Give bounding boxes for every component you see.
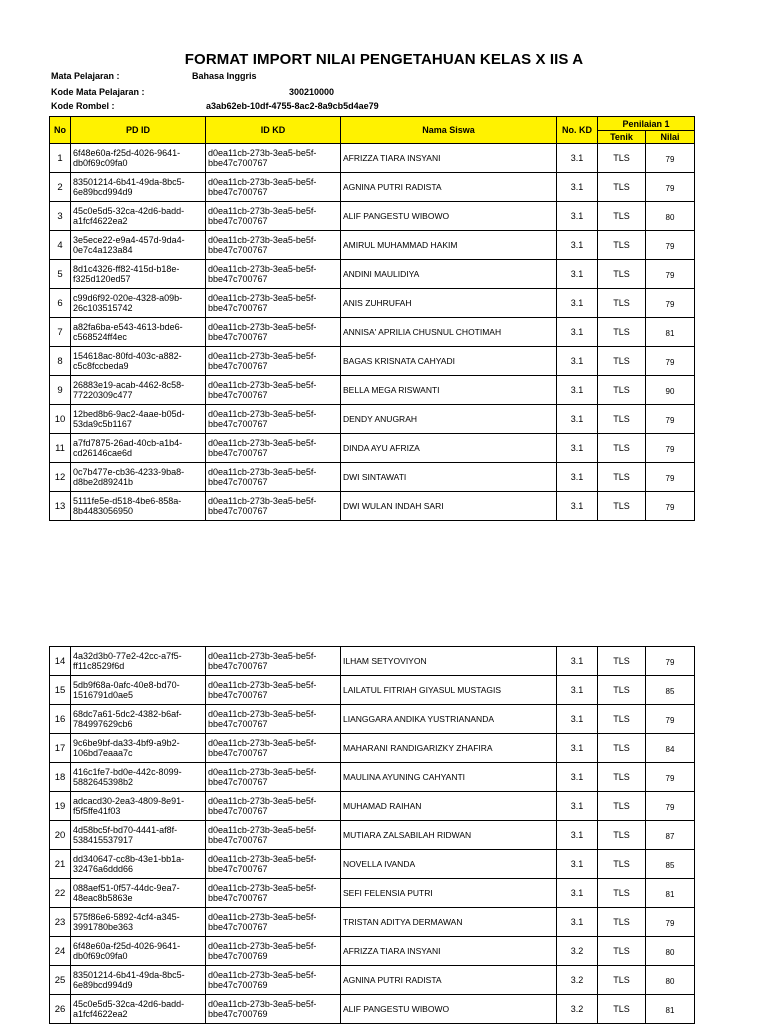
row-no: 19 [50,792,71,821]
row-id-kd: d0ea11cb-273b-3ea5-be5f- bbe47c700767 [206,173,341,202]
row-nama-siswa: LAILATUL FITRIAH GIYASUL MUSTAGIS [341,676,557,705]
row-id-kd: d0ea11cb-273b-3ea5-be5f- bbe47c700769 [206,966,341,995]
table-row [50,821,695,850]
row-nilai: 79 [646,260,695,289]
row-teknik: TLS [598,705,646,734]
row-no-kd: 3.1 [557,347,598,376]
row-no-kd: 3.1 [557,492,598,521]
table-row [50,231,695,260]
row-nilai: 79 [646,434,695,463]
row-no-kd: 3.1 [557,405,598,434]
row-teknik: TLS [598,995,646,1024]
row-pd-id: 416c1fe7-bd0e-442c-8099- 5882645398b2 [71,763,206,792]
row-nilai: 81 [646,995,695,1024]
row-pd-id: 5db9f68a-0afc-40e8-bd70- 1516791d0ae5 [71,676,206,705]
row-nilai: 79 [646,463,695,492]
row-pd-id: 4a32d3b0-77e2-42cc-a7f5- ff11c8529f6d [71,647,206,676]
row-no-kd: 3.1 [557,850,598,879]
row-id-kd: d0ea11cb-273b-3ea5-be5f- bbe47c700767 [206,202,341,231]
row-no-kd: 3.1 [557,879,598,908]
row-no-kd: 3.1 [557,763,598,792]
row-no: 6 [50,289,71,318]
row-nama-siswa: ILHAM SETYOVIYON [341,647,557,676]
row-nama-siswa: BELLA MEGA RISWANTI [341,376,557,405]
row-nilai: 79 [646,763,695,792]
table-row [50,492,695,521]
grades-table-page1 [49,116,695,521]
table-row [50,289,695,318]
row-id-kd: d0ea11cb-273b-3ea5-be5f- bbe47c700767 [206,763,341,792]
row-nilai: 79 [646,173,695,202]
header-penilaian: Penilaian 1 [598,117,695,131]
row-no-kd: 3.1 [557,463,598,492]
mata-pelajaran-label: Mata Pelajaran : [51,71,120,81]
row-nama-siswa: BAGAS KRISNATA CAHYADI [341,347,557,376]
row-nama-siswa: TRISTAN ADITYA DERMAWAN [341,908,557,937]
table-row [50,763,695,792]
table-row [50,376,695,405]
row-no: 17 [50,734,71,763]
row-nilai: 81 [646,318,695,347]
row-nilai: 85 [646,676,695,705]
header-nama-siswa: Nama Siswa [341,117,557,144]
row-no: 20 [50,821,71,850]
row-nama-siswa: ANIS ZUHRUFAH [341,289,557,318]
row-no: 4 [50,231,71,260]
table-row [50,318,695,347]
row-teknik: TLS [598,318,646,347]
row-pd-id: 9c6be9bf-da33-4bf9-a9b2- 106bd7eaaa7c [71,734,206,763]
row-no: 14 [50,647,71,676]
row-teknik: TLS [598,347,646,376]
row-nama-siswa: MAULINA AYUNING CAHYANTI [341,763,557,792]
row-pd-id: 6f48e60a-f25d-4026-9641- db0f69c09fa0 [71,937,206,966]
row-nama-siswa: DINDA AYU AFRIZA [341,434,557,463]
row-no-kd: 3.1 [557,647,598,676]
row-nama-siswa: ALIF PANGESTU WIBOWO [341,202,557,231]
row-nilai: 79 [646,144,695,173]
row-pd-id: 575f86e6-5892-4cf4-a345- 3991780be363 [71,908,206,937]
row-nilai: 85 [646,850,695,879]
header-nilai: Nilai [646,131,695,144]
row-no: 16 [50,705,71,734]
row-teknik: TLS [598,879,646,908]
row-pd-id: dd340647-cc8b-43e1-bb1a- 32476a6ddd66 [71,850,206,879]
row-no-kd: 3.1 [557,734,598,763]
row-teknik: TLS [598,850,646,879]
header-no: No [50,117,71,144]
row-id-kd: d0ea11cb-273b-3ea5-be5f- bbe47c700767 [206,734,341,763]
row-no-kd: 3.1 [557,376,598,405]
row-nama-siswa: NOVELLA IVANDA [341,850,557,879]
table-row [50,734,695,763]
row-teknik: TLS [598,434,646,463]
row-no-kd: 3.2 [557,966,598,995]
table-row [50,792,695,821]
row-nilai: 80 [646,937,695,966]
row-teknik: TLS [598,289,646,318]
row-id-kd: d0ea11cb-273b-3ea5-be5f- bbe47c700767 [206,144,341,173]
row-id-kd: d0ea11cb-273b-3ea5-be5f- bbe47c700769 [206,995,341,1024]
row-no: 3 [50,202,71,231]
row-nama-siswa: AMIRUL MUHAMMAD HAKIM [341,231,557,260]
table-row [50,705,695,734]
row-nama-siswa: ALIF PANGESTU WIBOWO [341,995,557,1024]
row-no-kd: 3.1 [557,173,598,202]
row-pd-id: 5111fe5e-d518-4be6-858a- 8b4483056950 [71,492,206,521]
row-teknik: TLS [598,144,646,173]
row-teknik: TLS [598,734,646,763]
row-pd-id: 3e5ece22-e9a4-457d-9da4- 0e7c4a123a84 [71,231,206,260]
row-nilai: 79 [646,347,695,376]
row-no: 9 [50,376,71,405]
table-row [50,937,695,966]
grades-table-page2 [49,646,695,1024]
row-nilai: 79 [646,705,695,734]
row-nilai: 87 [646,821,695,850]
table-row [50,260,695,289]
row-id-kd: d0ea11cb-273b-3ea5-be5f- bbe47c700767 [206,405,341,434]
row-id-kd: d0ea11cb-273b-3ea5-be5f- bbe47c700767 [206,821,341,850]
row-pd-id: 83501214-6b41-49da-8bc5- 6e89bcd994d9 [71,966,206,995]
row-id-kd: d0ea11cb-273b-3ea5-be5f- bbe47c700767 [206,463,341,492]
row-no: 24 [50,937,71,966]
row-nama-siswa: AFRIZZA TIARA INSYANI [341,144,557,173]
row-no: 8 [50,347,71,376]
row-no-kd: 3.1 [557,705,598,734]
row-id-kd: d0ea11cb-273b-3ea5-be5f- bbe47c700767 [206,231,341,260]
row-no: 15 [50,676,71,705]
row-teknik: TLS [598,966,646,995]
row-no-kd: 3.1 [557,792,598,821]
row-nama-siswa: AGNINA PUTRI RADISTA [341,966,557,995]
row-teknik: TLS [598,908,646,937]
row-no-kd: 3.1 [557,289,598,318]
row-teknik: TLS [598,463,646,492]
row-teknik: TLS [598,792,646,821]
row-no-kd: 3.1 [557,231,598,260]
row-no-kd: 3.1 [557,144,598,173]
table-row [50,173,695,202]
row-id-kd: d0ea11cb-273b-3ea5-be5f- bbe47c700767 [206,676,341,705]
row-teknik: TLS [598,492,646,521]
row-no: 11 [50,434,71,463]
row-teknik: TLS [598,676,646,705]
table-row [50,676,695,705]
kode-rombel-label: Kode Rombel : [51,101,115,111]
row-id-kd: d0ea11cb-273b-3ea5-be5f- bbe47c700767 [206,318,341,347]
row-nama-siswa: AGNINA PUTRI RADISTA [341,173,557,202]
row-no: 18 [50,763,71,792]
row-nama-siswa: LIANGGARA ANDIKA YUSTRIANANDA [341,705,557,734]
row-pd-id: c99d6f92-020e-4328-a09b- 26c103515742 [71,289,206,318]
row-no-kd: 3.2 [557,995,598,1024]
row-no-kd: 3.1 [557,908,598,937]
row-id-kd: d0ea11cb-273b-3ea5-be5f- bbe47c700767 [206,705,341,734]
row-nilai: 80 [646,202,695,231]
row-nilai: 81 [646,879,695,908]
row-no-kd: 3.1 [557,676,598,705]
row-nilai: 79 [646,908,695,937]
row-nilai: 79 [646,792,695,821]
table-row [50,463,695,492]
row-pd-id: 83501214-6b41-49da-8bc5- 6e89bcd994d9 [71,173,206,202]
row-nama-siswa: ANDINI MAULIDIYA [341,260,557,289]
row-id-kd: d0ea11cb-273b-3ea5-be5f- bbe47c700767 [206,850,341,879]
page-title: FORMAT IMPORT NILAI PENGETAHUAN KELAS X IIS A [184,51,584,68]
row-no: 21 [50,850,71,879]
row-nama-siswa: DWI WULAN INDAH SARI [341,492,557,521]
row-id-kd: d0ea11cb-273b-3ea5-be5f- bbe47c700767 [206,492,341,521]
row-nilai: 79 [646,231,695,260]
table-row [50,202,695,231]
row-pd-id: 0c7b477e-cb36-4233-9ba8- d8be2d89241b [71,463,206,492]
kode-mapel-label: Kode Mata Pelajaran : [51,87,145,97]
row-nilai: 90 [646,376,695,405]
row-teknik: TLS [598,405,646,434]
row-teknik: TLS [598,647,646,676]
row-nama-siswa: AFRIZZA TIARA INSYANI [341,937,557,966]
row-no: 22 [50,879,71,908]
row-teknik: TLS [598,260,646,289]
row-nilai: 79 [646,647,695,676]
row-no: 1 [50,144,71,173]
row-no: 10 [50,405,71,434]
row-nama-siswa: DENDY ANUGRAH [341,405,557,434]
row-teknik: TLS [598,173,646,202]
row-pd-id: 6f48e60a-f25d-4026-9641- db0f69c09fa0 [71,144,206,173]
row-nama-siswa: ANNISA' APRILIA CHUSNUL CHOTIMAH [341,318,557,347]
table-row [50,879,695,908]
row-nilai: 80 [646,966,695,995]
row-no-kd: 3.1 [557,260,598,289]
row-nilai: 84 [646,734,695,763]
row-id-kd: d0ea11cb-273b-3ea5-be5f- bbe47c700767 [206,347,341,376]
row-nilai: 79 [646,405,695,434]
row-nama-siswa: MAHARANI RANDIGARIZKY ZHAFIRA [341,734,557,763]
row-id-kd: d0ea11cb-273b-3ea5-be5f- bbe47c700767 [206,289,341,318]
row-pd-id: 45c0e5d5-32ca-42d6-badd- a1fcf4622ea2 [71,202,206,231]
row-nama-siswa: DWI SINTAWATI [341,463,557,492]
row-pd-id: 26883e19-acab-4462-8c58- 77220309c477 [71,376,206,405]
mata-pelajaran-value: Bahasa Inggris [192,71,257,81]
row-id-kd: d0ea11cb-273b-3ea5-be5f- bbe47c700769 [206,937,341,966]
header-teknik: Tenik [598,131,646,144]
row-no-kd: 3.1 [557,434,598,463]
row-no: 26 [50,995,71,1024]
table-row [50,995,695,1024]
row-no: 2 [50,173,71,202]
row-no-kd: 3.2 [557,937,598,966]
row-no: 12 [50,463,71,492]
row-nama-siswa: SEFI FELENSIA PUTRI [341,879,557,908]
row-pd-id: adcacd30-2ea3-4809-8e91- f5f5ffe41f03 [71,792,206,821]
header-pd-id: PD ID [71,117,206,144]
row-teknik: TLS [598,937,646,966]
row-no-kd: 3.1 [557,202,598,231]
row-teknik: TLS [598,821,646,850]
row-id-kd: d0ea11cb-273b-3ea5-be5f- bbe47c700767 [206,376,341,405]
row-pd-id: 154618ac-80fd-403c-a882- c5c8fccbeda9 [71,347,206,376]
row-no: 7 [50,318,71,347]
row-id-kd: d0ea11cb-273b-3ea5-be5f- bbe47c700767 [206,792,341,821]
row-id-kd: d0ea11cb-273b-3ea5-be5f- bbe47c700767 [206,879,341,908]
row-nilai: 79 [646,492,695,521]
row-pd-id: a82fa6ba-e543-4613-bde6- c568524ff4ec [71,318,206,347]
row-no-kd: 3.1 [557,318,598,347]
table-row [50,405,695,434]
row-pd-id: 8d1c4326-ff82-415d-b18e- f325d120ed57 [71,260,206,289]
row-pd-id: 45c0e5d5-32ca-42d6-badd- a1fcf4622ea2 [71,995,206,1024]
table-row [50,434,695,463]
header-id-kd: ID KD [206,117,341,144]
row-no: 5 [50,260,71,289]
row-nilai: 79 [646,289,695,318]
row-id-kd: d0ea11cb-273b-3ea5-be5f- bbe47c700767 [206,647,341,676]
row-id-kd: d0ea11cb-273b-3ea5-be5f- bbe47c700767 [206,434,341,463]
header-no-kd: No. KD [557,117,598,144]
row-pd-id: 4d58bc5f-bd70-4441-af8f- 538415537917 [71,821,206,850]
row-nama-siswa: MUTIARA ZALSABILAH RIDWAN [341,821,557,850]
row-pd-id: 12bed8b6-9ac2-4aae-b05d- 53da9c5b1167 [71,405,206,434]
table-row [50,908,695,937]
table-row [50,966,695,995]
row-nama-siswa: MUHAMAD RAIHAN [341,792,557,821]
row-no: 23 [50,908,71,937]
row-pd-id: 68dc7a61-5dc2-4382-b6af- 784997629cb6 [71,705,206,734]
row-no: 13 [50,492,71,521]
row-teknik: TLS [598,202,646,231]
kode-rombel-value: a3ab62eb-10df-4755-8ac2-8a9cb5d4ae79 [206,101,379,111]
table-row [50,647,695,676]
row-no: 25 [50,966,71,995]
row-pd-id: a7fd7875-26ad-40cb-a1b4- cd26146cae6d [71,434,206,463]
kode-mapel-value: 300210000 [289,87,335,97]
row-teknik: TLS [598,376,646,405]
row-no-kd: 3.1 [557,821,598,850]
row-teknik: TLS [598,231,646,260]
table-row [50,144,695,173]
row-id-kd: d0ea11cb-273b-3ea5-be5f- bbe47c700767 [206,908,341,937]
table-row [50,850,695,879]
row-teknik: TLS [598,763,646,792]
table-row [50,347,695,376]
row-id-kd: d0ea11cb-273b-3ea5-be5f- bbe47c700767 [206,260,341,289]
row-pd-id: 088aef51-0f57-44dc-9ea7- 48eac8b5863e [71,879,206,908]
